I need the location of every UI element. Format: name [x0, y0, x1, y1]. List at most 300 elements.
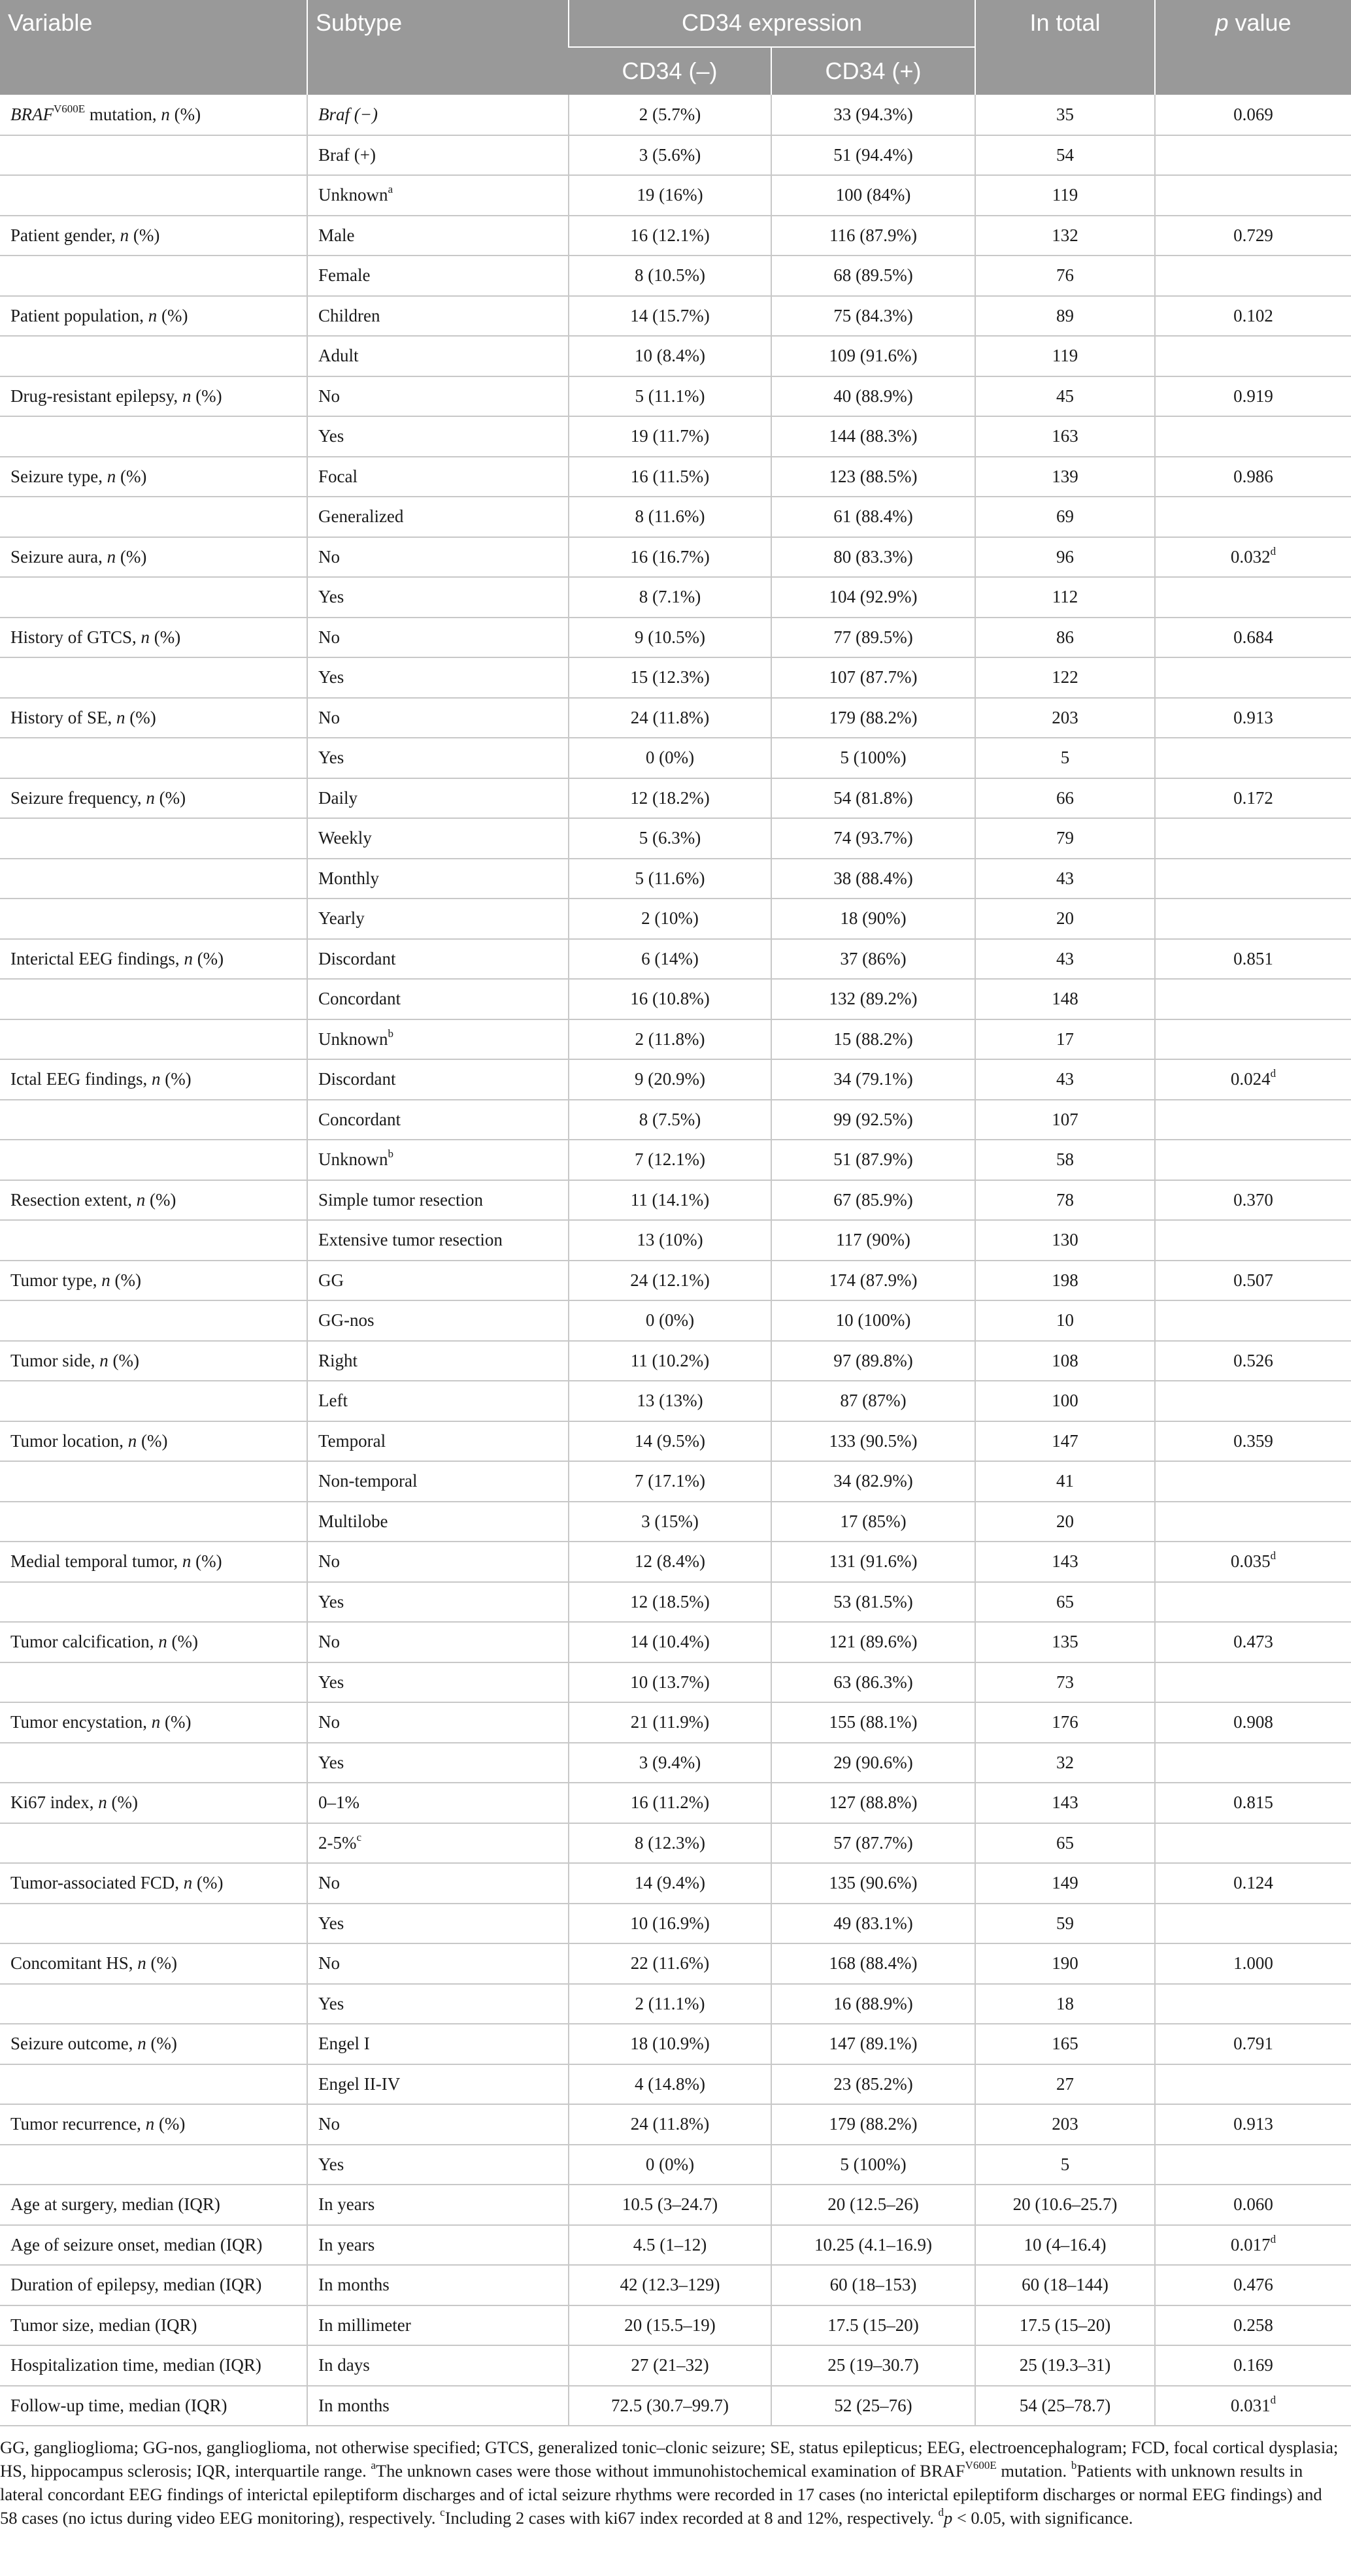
cell-subtype: Unknown$^b$ [307, 1019, 569, 1060]
cell-p-value: 0.919 [1155, 376, 1351, 417]
cell-variable: Concomitant HS, n (%) [0, 1943, 307, 1984]
cell-variable [0, 1461, 307, 1502]
cell-subtype: Temporal [307, 1421, 569, 1462]
cell-in-total: 20 [975, 1502, 1155, 1542]
cell-cd34-positive: 25 (19–30.7) [771, 2345, 975, 2386]
cell-variable: Patient population, n (%) [0, 296, 307, 337]
cell-in-total: 32 [975, 1743, 1155, 1783]
cell-subtype: No [307, 1542, 569, 1582]
table-row [0, 216, 1351, 256]
table-body [0, 95, 1351, 2426]
cell-subtype: No [307, 1943, 569, 1984]
cell-in-total: 45 [975, 376, 1155, 417]
cell-subtype: No [307, 1702, 569, 1743]
header-cd34-negative: CD34 (–) [569, 47, 771, 95]
cell-variable: Tumor type, n (%) [0, 1261, 307, 1301]
cell-subtype: Yes [307, 1904, 569, 1944]
table-row [0, 939, 1351, 980]
table-row [0, 1140, 1351, 1180]
cell-p-value [1155, 1582, 1351, 1623]
cell-subtype: Children [307, 296, 569, 337]
table-row [0, 2386, 1351, 2426]
table-row [0, 2064, 1351, 2105]
cell-p-value: 0.359 [1155, 1421, 1351, 1462]
cell-subtype: Yes [307, 1582, 569, 1623]
cell-p-value: 0.031$^d$ [1155, 2386, 1351, 2426]
cell-cd34-positive: 38 (88.4%) [771, 859, 975, 899]
table-row [0, 537, 1351, 578]
cell-cd34-positive: 131 (91.6%) [771, 1542, 975, 1582]
table-row [0, 457, 1351, 497]
table-row [0, 296, 1351, 337]
cell-variable [0, 1582, 307, 1623]
table-row [0, 1783, 1351, 1823]
cell-in-total: 60 (18–144) [975, 2265, 1155, 2305]
cell-variable [0, 2064, 307, 2105]
cell-cd34-positive: 17.5 (15–20) [771, 2305, 975, 2346]
cell-cd34-negative: 5 (11.1%) [569, 376, 771, 417]
cell-cd34-negative: 2 (5.7%) [569, 95, 771, 135]
cell-in-total: 143 [975, 1542, 1155, 1582]
cell-cd34-negative: 24 (11.8%) [569, 698, 771, 738]
cell-cd34-negative: 24 (12.1%) [569, 1261, 771, 1301]
cell-in-total: 10 (4–16.4) [975, 2225, 1155, 2266]
cell-p-value: 0.851 [1155, 939, 1351, 980]
table-row [0, 577, 1351, 618]
cell-p-value: 0.035$^d$ [1155, 1542, 1351, 1582]
cell-cd34-negative: 16 (11.5%) [569, 457, 771, 497]
cell-cd34-positive: 5 (100%) [771, 2145, 975, 2185]
table-row [0, 1019, 1351, 1060]
header-in-total: In total [975, 0, 1155, 95]
cell-cd34-positive: 10 (100%) [771, 1300, 975, 1341]
cell-variable [0, 135, 307, 176]
cell-in-total: 176 [975, 1702, 1155, 1743]
cell-variable: Tumor location, n (%) [0, 1421, 307, 1462]
cell-variable: Tumor recurrence, n (%) [0, 2104, 307, 2145]
table-row [0, 778, 1351, 819]
cell-p-value [1155, 2145, 1351, 2185]
cell-p-value: 0.815 [1155, 1783, 1351, 1823]
cell-in-total: 66 [975, 778, 1155, 819]
cell-in-total: 112 [975, 577, 1155, 618]
cell-variable: Tumor side, n (%) [0, 1341, 307, 1381]
cell-variable [0, 899, 307, 939]
cell-in-total: 147 [975, 1421, 1155, 1462]
cell-cd34-positive: 104 (92.9%) [771, 577, 975, 618]
cell-subtype: Monthly [307, 859, 569, 899]
cell-cd34-positive: 20 (12.5–26) [771, 2185, 975, 2225]
cell-subtype: 0–1% [307, 1783, 569, 1823]
cell-p-value [1155, 497, 1351, 537]
cell-cd34-negative: 10 (13.7%) [569, 1662, 771, 1703]
cell-cd34-negative: 6 (14%) [569, 939, 771, 980]
cell-cd34-positive: 54 (81.8%) [771, 778, 975, 819]
cell-subtype: Female [307, 256, 569, 296]
cell-p-value: 1.000 [1155, 1943, 1351, 1984]
cell-in-total: 86 [975, 618, 1155, 658]
cell-p-value: 0.069 [1155, 95, 1351, 135]
cell-in-total: 78 [975, 1180, 1155, 1221]
footnote-line-3: lateral concordant EEG findings of interictal epileptiform discharges and of ictal seizure rhythms were recorded in 17 cases (no interictal epileptiform discharges or normal EEG findings) and [0, 2485, 1322, 2504]
header-variable: Variable [0, 0, 307, 95]
cell-cd34-negative: 11 (14.1%) [569, 1180, 771, 1221]
cell-cd34-positive: 51 (94.4%) [771, 135, 975, 176]
cell-cd34-negative: 4 (14.8%) [569, 2064, 771, 2105]
table-row [0, 2265, 1351, 2305]
cell-p-value: 0.791 [1155, 2024, 1351, 2064]
cell-variable: Medial temporal tumor, n (%) [0, 1542, 307, 1582]
cell-cd34-negative: 42 (12.3–129) [569, 2265, 771, 2305]
cell-cd34-negative: 9 (10.5%) [569, 618, 771, 658]
table-row [0, 2185, 1351, 2225]
cell-in-total: 79 [975, 818, 1155, 859]
table-row [0, 1180, 1351, 1221]
cell-variable: Hospitalization time, median (IQR) [0, 2345, 307, 2386]
cell-in-total: 190 [975, 1943, 1155, 1984]
cell-variable [0, 1300, 307, 1341]
cell-p-value: 0.986 [1155, 457, 1351, 497]
cell-variable [0, 1100, 307, 1140]
cell-p-value: 0.913 [1155, 698, 1351, 738]
table-row [0, 618, 1351, 658]
cell-in-total: 25 (19.3–31) [975, 2345, 1155, 2386]
cell-cd34-negative: 11 (10.2%) [569, 1341, 771, 1381]
cell-variable: Tumor size, median (IQR) [0, 2305, 307, 2346]
cell-cd34-positive: 29 (90.6%) [771, 1743, 975, 1783]
cell-variable: Tumor-associated FCD, n (%) [0, 1863, 307, 1904]
cell-variable: History of GTCS, n (%) [0, 618, 307, 658]
cell-p-value: 0.124 [1155, 1863, 1351, 1904]
table-row [0, 1341, 1351, 1381]
cell-subtype: Multilobe [307, 1502, 569, 1542]
cell-cd34-positive: 168 (88.4%) [771, 1943, 975, 1984]
cell-in-total: 59 [975, 1904, 1155, 1944]
table-row [0, 1421, 1351, 1462]
cell-p-value [1155, 256, 1351, 296]
cell-p-value [1155, 2064, 1351, 2105]
cell-variable [0, 818, 307, 859]
cell-p-value: 0.729 [1155, 216, 1351, 256]
cell-cd34-negative: 16 (12.1%) [569, 216, 771, 256]
cell-subtype: In months [307, 2265, 569, 2305]
cell-subtype: Yes [307, 1984, 569, 2024]
cell-cd34-negative: 14 (9.4%) [569, 1863, 771, 1904]
cell-p-value [1155, 818, 1351, 859]
cell-cd34-negative: 8 (10.5%) [569, 256, 771, 296]
cell-in-total: 65 [975, 1582, 1155, 1623]
cell-in-total: 17 [975, 1019, 1155, 1060]
cell-subtype: No [307, 537, 569, 578]
cell-p-value [1155, 899, 1351, 939]
cell-subtype: No [307, 1622, 569, 1662]
cell-variable: Tumor encystation, n (%) [0, 1702, 307, 1743]
cell-variable: Drug-resistant epilepsy, n (%) [0, 376, 307, 417]
cell-variable [0, 1220, 307, 1261]
header-subtype: Subtype [307, 0, 569, 95]
cell-in-total: 119 [975, 336, 1155, 376]
table-row [0, 2145, 1351, 2185]
cell-subtype: Daily [307, 778, 569, 819]
cell-in-total: 65 [975, 1823, 1155, 1864]
cell-cd34-negative: 21 (11.9%) [569, 1702, 771, 1743]
cell-cd34-positive: 77 (89.5%) [771, 618, 975, 658]
cell-cd34-negative: 27 (21–32) [569, 2345, 771, 2386]
table-row [0, 738, 1351, 778]
cell-variable [0, 1662, 307, 1703]
cell-in-total: 107 [975, 1100, 1155, 1140]
cell-cd34-positive: 61 (88.4%) [771, 497, 975, 537]
cell-cd34-negative: 5 (11.6%) [569, 859, 771, 899]
cell-variable: Seizure outcome, n (%) [0, 2024, 307, 2064]
cell-p-value [1155, 1823, 1351, 1864]
cell-variable: Ictal EEG findings, n (%) [0, 1059, 307, 1100]
table-row [0, 256, 1351, 296]
table-row [0, 1863, 1351, 1904]
cell-variable: Age of seizure onset, median (IQR) [0, 2225, 307, 2266]
table-header [0, 0, 1351, 95]
cell-cd34-positive: 34 (79.1%) [771, 1059, 975, 1100]
cell-subtype: Simple tumor resection [307, 1180, 569, 1221]
cell-subtype: Engel I [307, 2024, 569, 2064]
cell-p-value: 0.258 [1155, 2305, 1351, 2346]
cell-cd34-positive: 147 (89.1%) [771, 2024, 975, 2064]
cell-in-total: 163 [975, 416, 1155, 457]
cell-in-total: 58 [975, 1140, 1155, 1180]
cell-p-value [1155, 1743, 1351, 1783]
cell-subtype: Yes [307, 416, 569, 457]
cell-subtype: No [307, 1863, 569, 1904]
cell-in-total: 43 [975, 1059, 1155, 1100]
cell-cd34-negative: 0 (0%) [569, 1300, 771, 1341]
cell-p-value [1155, 1140, 1351, 1180]
cell-cd34-positive: 74 (93.7%) [771, 818, 975, 859]
cell-p-value: 0.370 [1155, 1180, 1351, 1221]
cell-p-value [1155, 135, 1351, 176]
cell-cd34-negative: 10 (16.9%) [569, 1904, 771, 1944]
cell-cd34-positive: 40 (88.9%) [771, 376, 975, 417]
cell-variable [0, 1823, 307, 1864]
cell-cd34-positive: 121 (89.6%) [771, 1622, 975, 1662]
cell-p-value: 0.526 [1155, 1341, 1351, 1381]
cell-subtype: Left [307, 1381, 569, 1421]
table-row [0, 1542, 1351, 1582]
cell-p-value: 0.473 [1155, 1622, 1351, 1662]
cell-in-total: 143 [975, 1783, 1155, 1823]
table-row [0, 979, 1351, 1019]
table-row [0, 1743, 1351, 1783]
table-row [0, 818, 1351, 859]
cell-subtype: Discordant [307, 1059, 569, 1100]
table-row [0, 1582, 1351, 1623]
cell-cd34-positive: 60 (18–153) [771, 2265, 975, 2305]
cell-p-value [1155, 1381, 1351, 1421]
cell-cd34-negative: 20 (15.5–19) [569, 2305, 771, 2346]
cell-cd34-positive: 133 (90.5%) [771, 1421, 975, 1462]
cell-in-total: 165 [975, 2024, 1155, 2064]
cell-cd34-negative: 7 (12.1%) [569, 1140, 771, 1180]
cell-cd34-positive: 174 (87.9%) [771, 1261, 975, 1301]
cell-subtype: Yes [307, 1662, 569, 1703]
cell-p-value: 0.024$^d$ [1155, 1059, 1351, 1100]
cell-cd34-positive: 107 (87.7%) [771, 657, 975, 698]
cell-subtype: Right [307, 1341, 569, 1381]
cell-in-total: 139 [975, 457, 1155, 497]
table-row [0, 899, 1351, 939]
cell-variable: Age at surgery, median (IQR) [0, 2185, 307, 2225]
cell-in-total: 54 (25–78.7) [975, 2386, 1155, 2426]
table-row [0, 2225, 1351, 2266]
cell-variable [0, 497, 307, 537]
cell-p-value [1155, 859, 1351, 899]
cell-cd34-positive: 5 (100%) [771, 738, 975, 778]
cell-subtype: 2-5%$^c$ [307, 1823, 569, 1864]
cell-cd34-negative: 18 (10.9%) [569, 2024, 771, 2064]
cell-subtype: Yes [307, 2145, 569, 2185]
cell-variable [0, 336, 307, 376]
cell-cd34-positive: 144 (88.3%) [771, 416, 975, 457]
cell-variable: Interictal EEG findings, n (%) [0, 939, 307, 980]
table-row [0, 1261, 1351, 1301]
cell-cd34-positive: 63 (86.3%) [771, 1662, 975, 1703]
cell-in-total: 5 [975, 738, 1155, 778]
cell-p-value [1155, 1984, 1351, 2024]
cell-in-total: 18 [975, 1984, 1155, 2024]
cell-cd34-negative: 2 (11.8%) [569, 1019, 771, 1060]
cell-p-value [1155, 738, 1351, 778]
cell-subtype: GG-nos [307, 1300, 569, 1341]
cell-cd34-positive: 155 (88.1%) [771, 1702, 975, 1743]
cell-cd34-positive: 116 (87.9%) [771, 216, 975, 256]
cell-variable: Seizure aura, n (%) [0, 537, 307, 578]
cell-subtype: Unknown$^b$ [307, 1140, 569, 1180]
cell-p-value [1155, 1019, 1351, 1060]
cell-subtype: No [307, 698, 569, 738]
cell-subtype: No [307, 2104, 569, 2145]
cell-variable [0, 859, 307, 899]
cell-variable [0, 979, 307, 1019]
cell-cd34-negative: 24 (11.8%) [569, 2104, 771, 2145]
table-row [0, 2024, 1351, 2064]
cell-cd34-positive: 117 (90%) [771, 1220, 975, 1261]
cell-cd34-negative: 3 (9.4%) [569, 1743, 771, 1783]
footnote-line-4: 58 cases (no ictus during video EEG monitoring), respectively. $^c$Including 2 cases with ki67 index recorded at 8 and 12%, respectively. $^d$p < 0.05, with significance. [0, 2506, 1133, 2528]
cell-subtype: Adult [307, 336, 569, 376]
cell-variable [0, 1502, 307, 1542]
cell-subtype: Yes [307, 657, 569, 698]
cell-in-total: 10 [975, 1300, 1155, 1341]
cell-cd34-positive: 67 (85.9%) [771, 1180, 975, 1221]
cell-cd34-positive: 68 (89.5%) [771, 256, 975, 296]
cell-variable: Ki67 index, n (%) [0, 1783, 307, 1823]
cell-subtype: Engel II-IV [307, 2064, 569, 2105]
cell-cd34-negative: 0 (0%) [569, 2145, 771, 2185]
cell-cd34-negative: 0 (0%) [569, 738, 771, 778]
cell-p-value [1155, 1220, 1351, 1261]
footnote-line-1: GG, ganglioglioma; GG-nos, ganglioglioma, not otherwise specified; GTCS, generalized tonic–clonic seizure; SE, status epilepticus; EEG, electroencephalogram; FCD, focal cortical dysplasia; [0, 2437, 1339, 2457]
cell-in-total: 54 [975, 135, 1155, 176]
cell-cd34-positive: 23 (85.2%) [771, 2064, 975, 2105]
cell-variable: Patient gender, n (%) [0, 216, 307, 256]
cell-variable: Resection extent, n (%) [0, 1180, 307, 1221]
table-row [0, 657, 1351, 698]
cell-cd34-negative: 72.5 (30.7–99.7) [569, 2386, 771, 2426]
cell-subtype: Yearly [307, 899, 569, 939]
table-row [0, 1502, 1351, 1542]
cell-subtype: Extensive tumor resection [307, 1220, 569, 1261]
cell-cd34-negative: 7 (17.1%) [569, 1461, 771, 1502]
cell-cd34-negative: 13 (13%) [569, 1381, 771, 1421]
cell-cd34-positive: 75 (84.3%) [771, 296, 975, 337]
cell-cd34-negative: 5 (6.3%) [569, 818, 771, 859]
cell-cd34-positive: 132 (89.2%) [771, 979, 975, 1019]
cell-in-total: 17.5 (15–20) [975, 2305, 1155, 2346]
cell-in-total: 27 [975, 2064, 1155, 2105]
cell-cd34-negative: 22 (11.6%) [569, 1943, 771, 1984]
cell-variable: $BRAF^{V600E}$ mutation, n (%) [0, 95, 307, 135]
cell-subtype: Non-temporal [307, 1461, 569, 1502]
footnote-line-2: HS, hippocampus sclerosis; IQR, interquartile range. $^a$The unknown cases were those without immunohistochemical examination of $BRAF^{V600E}$ mutation. $^b$Patients with unknown results in [0, 2459, 1303, 2481]
table-row [0, 497, 1351, 537]
cell-cd34-negative: 14 (9.5%) [569, 1421, 771, 1462]
table-row [0, 175, 1351, 216]
cell-p-value: 0.017$^d$ [1155, 2225, 1351, 2266]
cell-p-value: 0.060 [1155, 2185, 1351, 2225]
cell-cd34-positive: 15 (88.2%) [771, 1019, 975, 1060]
cell-cd34-negative: 2 (11.1%) [569, 1984, 771, 2024]
header-cd34-positive: CD34 (+) [771, 47, 975, 95]
cell-subtype: No [307, 618, 569, 658]
cell-cd34-negative: 4.5 (1–12) [569, 2225, 771, 2266]
cell-cd34-negative: 16 (11.2%) [569, 1783, 771, 1823]
cell-variable [0, 1019, 307, 1060]
cell-p-value: 0.913 [1155, 2104, 1351, 2145]
table-row [0, 1220, 1351, 1261]
cell-subtype: In days [307, 2345, 569, 2386]
cell-cd34-positive: 16 (88.9%) [771, 1984, 975, 2024]
cell-variable [0, 416, 307, 457]
cell-subtype: Male [307, 216, 569, 256]
cell-in-total: 73 [975, 1662, 1155, 1703]
cell-in-total: 130 [975, 1220, 1155, 1261]
cell-cd34-positive: 33 (94.3%) [771, 95, 975, 135]
cell-in-total: 108 [975, 1341, 1155, 1381]
cell-cd34-positive: 10.25 (4.1–16.9) [771, 2225, 975, 2266]
table-row [0, 1461, 1351, 1502]
cell-variable: Tumor calcification, n (%) [0, 1622, 307, 1662]
table-row [0, 2305, 1351, 2346]
cell-cd34-positive: 18 (90%) [771, 899, 975, 939]
cell-cd34-positive: 80 (83.3%) [771, 537, 975, 578]
cell-subtype: Concordant [307, 1100, 569, 1140]
cell-subtype: No [307, 376, 569, 417]
cell-p-value: 0.032$^d$ [1155, 537, 1351, 578]
cell-subtype: Yes [307, 1743, 569, 1783]
cell-cd34-positive: 109 (91.6%) [771, 336, 975, 376]
cell-p-value: 0.908 [1155, 1702, 1351, 1743]
cell-cd34-positive: 97 (89.8%) [771, 1341, 975, 1381]
cell-cd34-negative: 16 (16.7%) [569, 537, 771, 578]
cell-cd34-negative: 13 (10%) [569, 1220, 771, 1261]
header-cd34-expression: CD34 expression [569, 0, 975, 47]
cell-p-value: 0.684 [1155, 618, 1351, 658]
cell-in-total: 89 [975, 296, 1155, 337]
cell-p-value [1155, 1100, 1351, 1140]
cell-in-total: 96 [975, 537, 1155, 578]
cell-in-total: 69 [975, 497, 1155, 537]
cell-cd34-negative: 8 (7.5%) [569, 1100, 771, 1140]
table-row [0, 1059, 1351, 1100]
